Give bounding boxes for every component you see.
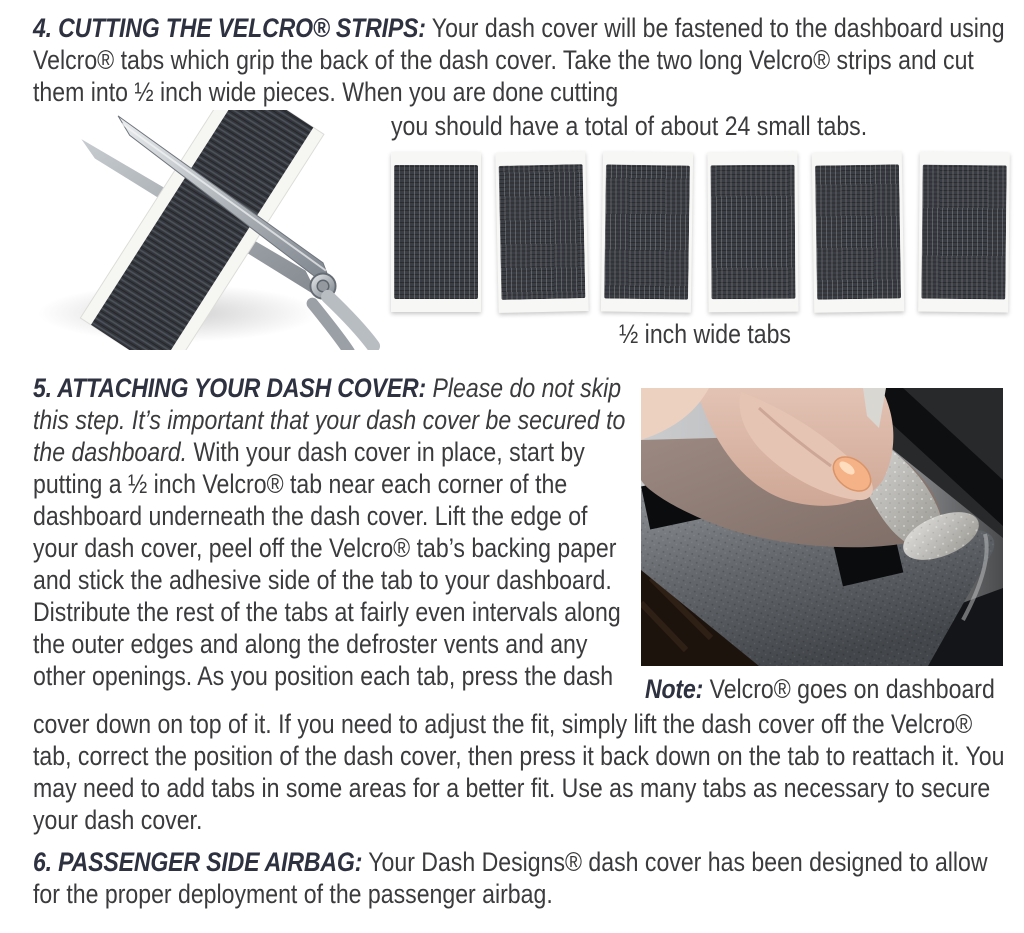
velcro-tab: [391, 152, 481, 312]
velcro-tab: [707, 152, 798, 313]
section4-heading: 4. CUTTING THE VELCRO® STRIPS:: [33, 13, 426, 43]
section5-row: [33, 362, 1008, 704]
photo-note-caption: [645, 674, 995, 704]
section4-figure-row: [33, 110, 1008, 356]
section5-emphasis: Please do not skip this step. It’s important that your dash cover be secured to the dashboard.: [33, 373, 626, 467]
section5-body-full: cover down on top of it. If you need to adjust the fit, simply lift the dash cover off the Velcro® tab, correct the position of the dash cover, then press it back down on the tab to reattach it. You may need to add tabs in some areas for a better fit. Use as many tabs as necessary to secure your dash cover.: [33, 709, 1005, 835]
section4-body-start: Your dash cover will be fastened to the dashboard using Velcro® tabs which grip the back of the dash cover. Take the two long Velcro® strips and cut them into ½ inch wide pieces. When you are done cutting: [33, 13, 1005, 107]
section5-figure-column: [635, 362, 1008, 704]
note-label: Note:: [645, 674, 704, 704]
dash-cover-attachment-photo: [641, 388, 1003, 666]
section6-heading: 6. PASSENGER SIDE AIRBAG:: [33, 847, 363, 877]
section5-heading: 5. ATTACHING YOUR DASH COVER:: [33, 373, 427, 403]
section4-body-wrap: you should have a total of about 24 small tabs.: [391, 111, 868, 141]
tabs-caption: ½ inch wide tabs: [619, 319, 791, 349]
section4-right-column: [381, 110, 1008, 350]
velcro-tab-weave: [394, 165, 478, 299]
section6-body: Your Dash Designs® dash cover has been designed to allow for the proper deployment of the passenger airbag.: [33, 847, 988, 909]
section6-paragraph: [33, 846, 1013, 910]
velcro-tabs-figure: [391, 152, 1008, 312]
velcro-tab: [812, 151, 904, 312]
velcro-tab: [495, 151, 588, 313]
velcro-tab-weave: [498, 164, 584, 300]
scissors-cutting-velcro-photo: [33, 110, 381, 350]
velcro-tab-weave: [604, 164, 689, 299]
section5-paragraph: [33, 372, 635, 692]
velcro-tab-weave: [921, 165, 1006, 300]
velcro-tab-weave: [710, 165, 794, 300]
section5-body-left: With your dash cover in place, start by putting a ½ inch Velcro® tab near each corner of the dashboard underneath the dash cover. Lift the edge of your dash cover, peel off the Velcro® tab’s backing paper and stick the adhesive side of the tab to your dashboard. Distribute the rest of the tabs at fairly even intervals along the outer edges and along the defroster vents and any other openings. As you position each tab, press the dash: [33, 437, 621, 691]
note-text: Velcro® goes on dashboard: [709, 674, 995, 704]
section4-paragraph: [33, 12, 1013, 108]
velcro-tab-weave: [815, 164, 901, 299]
velcro-tab: [601, 151, 693, 312]
velcro-tab: [918, 152, 1009, 313]
section5-text-column: [33, 362, 635, 692]
